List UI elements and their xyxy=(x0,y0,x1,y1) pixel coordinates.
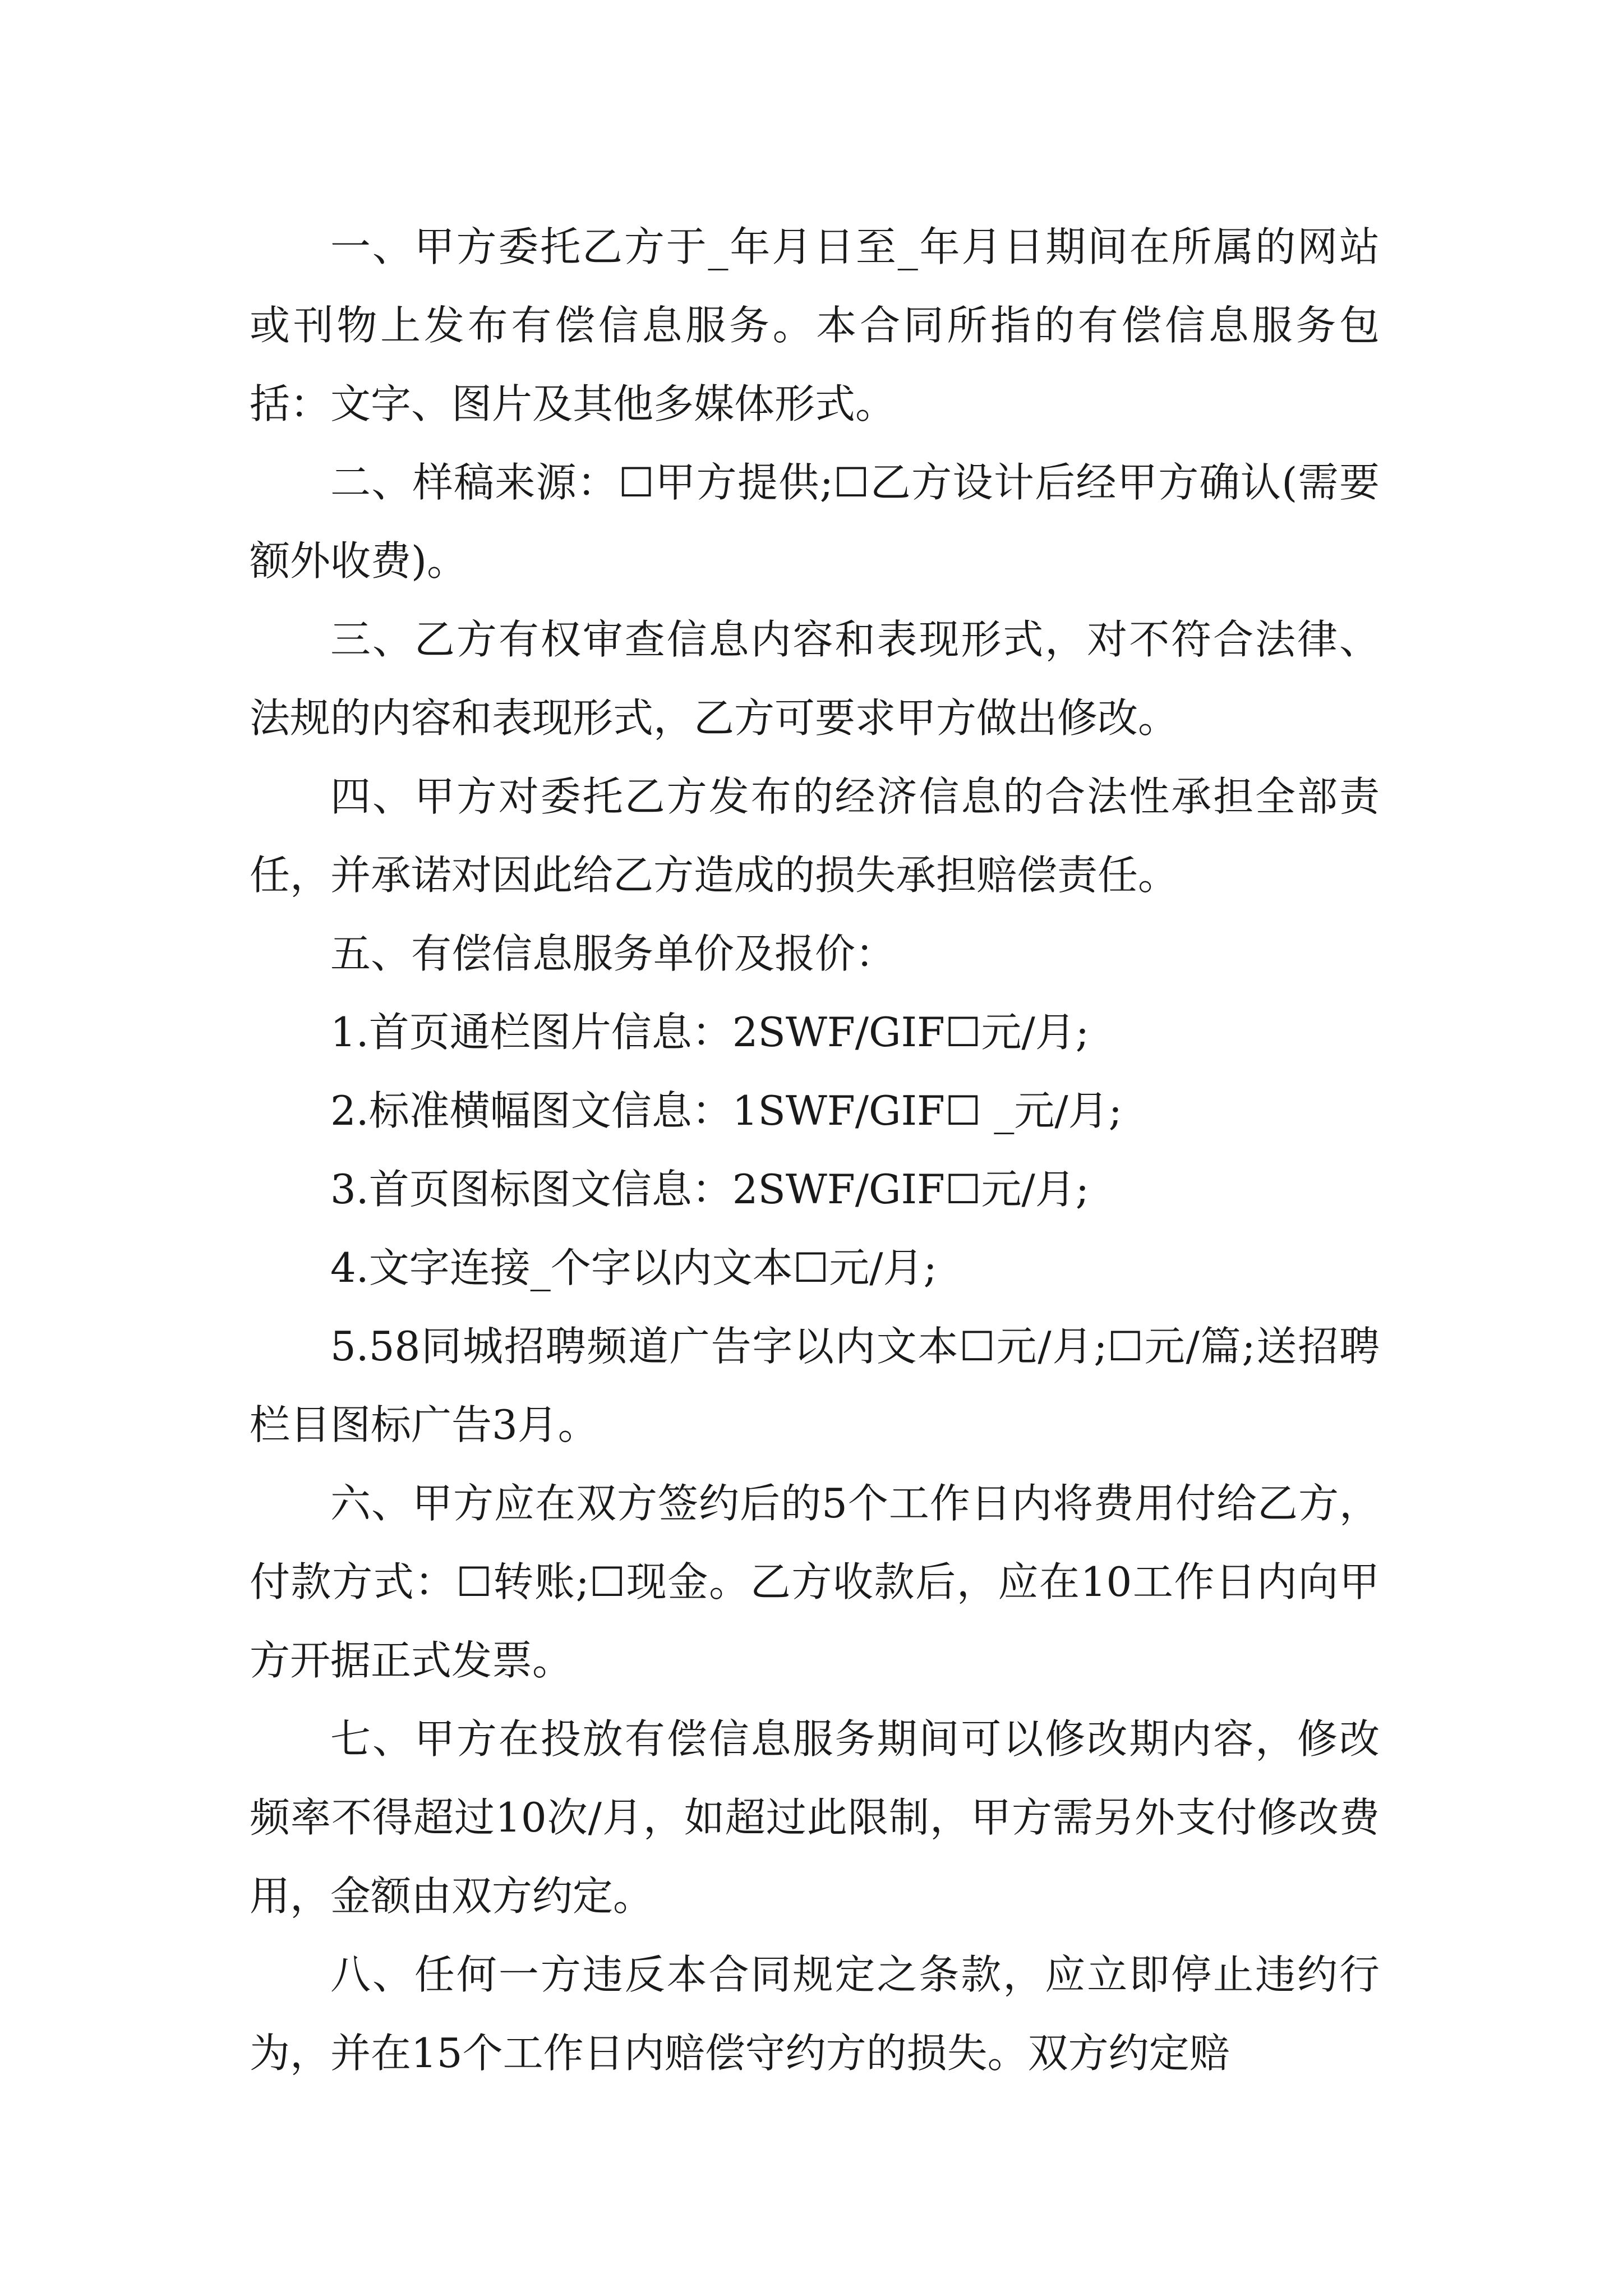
clause-4-paragraph: 四、甲方对委托乙方发布的经济信息的合法性承担全部责任，并承诺对因此给乙方造成的损失承担赔偿责任。 xyxy=(250,773,1380,899)
price-item-3: 3.首页图标图文信息：2SWF/GIF☐元/月; xyxy=(330,1166,1090,1213)
price-item-1: 1.首页通栏图片信息：2SWF/GIF☐元/月; xyxy=(330,1009,1090,1056)
clause-3-paragraph: 三、乙方有权审查信息内容和表现形式，对不符合法律、法规的内容和表现形式，乙方可要求甲方做出修改。 xyxy=(250,616,1380,742)
price-item-4: 4.文字连接_个字以内文本☐元/月; xyxy=(330,1244,937,1291)
clause-8-paragraph: 八、任何一方违反本合同规定之条款，应立即停止违约行为，并在15个工作日内赔偿守约方的损失。双方约定赔 xyxy=(250,1951,1380,2077)
clause-1-paragraph: 一、甲方委托乙方于_年月日至_年月日期间在所属的网站或刊物上发布有偿信息服务。本合同所指的有偿信息服务包括：文字、图片及其他多媒体形式。 xyxy=(250,223,1380,427)
clause-7-paragraph: 七、甲方在投放有偿信息服务期间可以修改期内容，修改频率不得超过10次/月，如超过此限制，甲方需另外支付修改费用，金额由双方约定。 xyxy=(250,1715,1380,1920)
price-item-5: 5.58同城招聘频道广告字以内文本☐元/月;☐元/篇;送招聘栏目图标广告3月。 xyxy=(250,1323,1380,1448)
clause-2-paragraph: 二、样稿来源：☐甲方提供;☐乙方设计后经甲方确认(需要额外收费)。 xyxy=(250,459,1380,585)
clause-6-paragraph: 六、甲方应在双方签约后的5个工作日内将费用付给乙方，付款方式：☐转账;☐现金。乙方收款后，应在10工作日内向甲方开据正式发票。 xyxy=(250,1480,1380,1684)
document-body xyxy=(250,208,1380,2092)
clause-5-paragraph: 五、有偿信息服务单价及报价： xyxy=(330,930,896,977)
price-item-2: 2.标准横幅图文信息：1SWF/GIF☐ _元/月; xyxy=(330,1087,1122,1134)
